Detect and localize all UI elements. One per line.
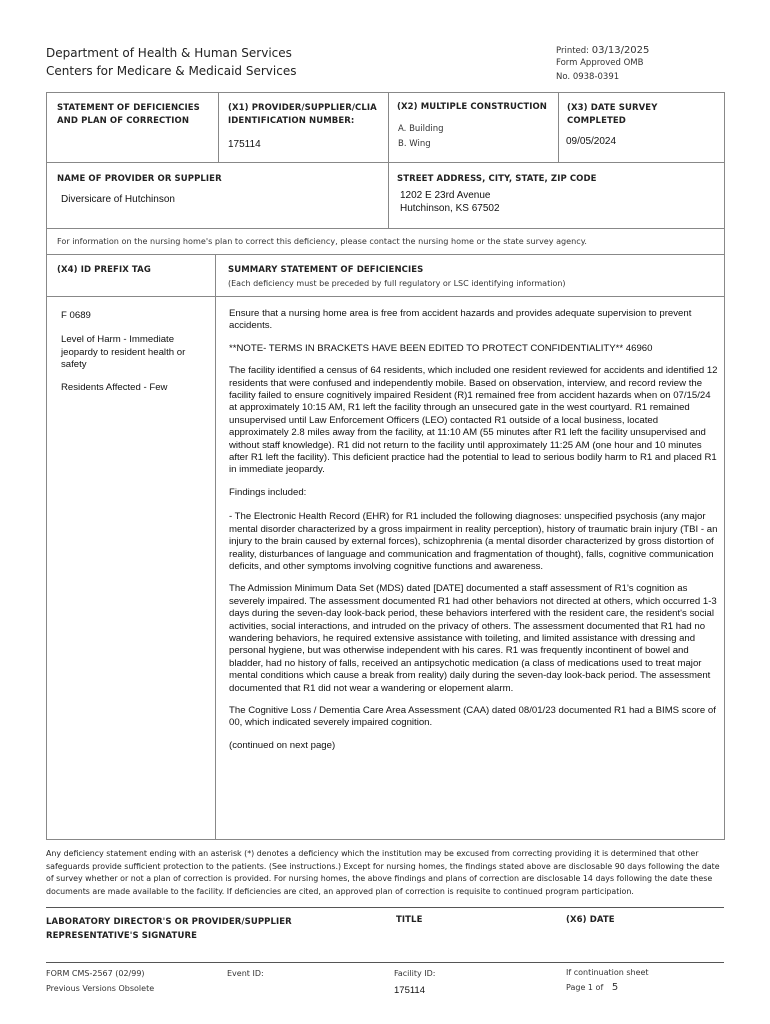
omb-number: No. 0938-0391 <box>556 72 620 82</box>
printed-label-text: Printed: <box>556 46 590 56</box>
continuation-label: If continuation sheet <box>566 968 649 977</box>
x3-label: (X3) DATE SURVEY COMPLETED <box>567 103 658 126</box>
summary-body <box>229 308 719 762</box>
facility-id-value: 175114 <box>394 985 425 996</box>
divider-x2 <box>388 92 389 228</box>
divider-x1 <box>218 92 219 162</box>
signature-label-2: REPRESENTATIVE'S SIGNATURE <box>46 931 198 941</box>
paragraph: The Cognitive Loss / Dementia Care Area Assessment (CAA) dated 08/01/23 documented R1 had a BIMS score of 00, which indicated severely impaired cognition. <box>229 704 716 729</box>
x1-label: (X1) PROVIDER/SUPPLIER/CLIA IDENTIFICATION NUMBER: <box>228 103 377 126</box>
rule-4 <box>46 296 724 297</box>
paragraph: (continued on next page) <box>229 739 336 751</box>
level-of-harm: Level of Harm - Immediate jeopardy to resident health or safety <box>61 334 186 371</box>
rule-3 <box>46 254 724 255</box>
printed-label <box>556 45 649 56</box>
rule-2 <box>46 228 724 229</box>
paragraph: The facility identified a census of 64 residents, which included one resident reviewed for accidents and identified 12 residents that were confused and independently mobile. Based on observation, interview, and record review the facility failed to ensure cognitively impaired Resident (R)1 remained free from accident hazards when on 07/15/24 at approximately 10:15 AM, R1 left the facility through an unsecured gate in the west courtyard. R1 remained unsupervised until Law Enforcement Officers (LEO) contacted R1 outside of a local business, located approximately 2.8 miles away from the facility, at 11:10 AM (55 minutes after R1 left the facility unsupervised and without staff knowledge). R1 did not return to the facility until approximately 11:25 AM (one hour and 10 minutes after R1 left the facility). This deficient practice had the potential to lead to serious bodily harm to R1 and placed R1 in immediate jeopardy. <box>229 365 718 476</box>
provider-value: Diversicare of Hutchinson <box>61 194 175 205</box>
x2-building: A. Building <box>398 124 444 134</box>
x1-value: 175114 <box>228 139 261 150</box>
x2-wing: B. Wing <box>398 139 431 149</box>
paragraph: Findings included: <box>229 486 307 498</box>
left-border <box>46 92 47 839</box>
residents-affected: Residents Affected - Few <box>61 381 168 393</box>
event-id-label: Event ID: <box>227 969 264 978</box>
x2-label: (X2) MULTIPLE CONSTRUCTION <box>397 102 548 112</box>
summary-sub: (Each deficiency must be preceded by full regulatory or LSC identifying information) <box>228 279 566 288</box>
right-border <box>724 92 725 839</box>
paragraph: **NOTE- TERMS IN BRACKETS HAVE BEEN EDITED TO PROTECT CONFIDENTIALITY** 46960 <box>229 342 653 354</box>
paragraph: The Admission Minimum Data Set (MDS) dated [DATE] documented a staff assessment of R1's cognition as severely impaired. The assessment documented R1 had other behaviors not directed at others, which occurred 1-3 days during the seven-day look-back period, these behaviors interfered with the resident care, the resident's social activities, social interactions, and intruded on the privacy of others. The assessment documented that R1 had no wandering behaviors, he required extensive assistance with toileting, and limited assistance with dressing and personal hygiene, but was otherwise independent with his cares. R1 was frequently incontinent of bowel and bladder, had no history of falls, received an antipsychotic medication (a class of medications used to treat major mental conditions which cause a break from reality) daily during the seven-day look-back period. The assessment documented that R1 did not wear a wandering or elopement alarm. <box>229 583 717 694</box>
centers-title: Centers for Medicare & Medicaid Services <box>46 64 297 78</box>
summary-label: SUMMARY STATEMENT OF DEFICIENCIES <box>228 265 424 275</box>
previous-versions: Previous Versions Obsolete <box>46 984 155 993</box>
left-column <box>61 310 206 404</box>
paragraph: Ensure that a nursing home area is free from accident hazards and provides adequate supervision to prevent accidents. <box>229 308 692 332</box>
address-line1: 1202 E 23rd Avenue <box>400 190 491 201</box>
date-label: (X6) DATE <box>566 915 615 925</box>
form-approved: Form Approved OMB <box>556 58 644 68</box>
page-total: 5 <box>611 982 619 993</box>
rule-1 <box>46 162 724 163</box>
divider-x3 <box>558 92 559 162</box>
provider-label: NAME OF PROVIDER OR SUPPLIER <box>57 174 222 184</box>
form-number: FORM CMS-2567 (02/99) <box>46 969 145 978</box>
sig-rule <box>46 907 724 908</box>
form-rule <box>46 962 724 963</box>
tag-value: F 0689 <box>61 310 91 321</box>
facility-id-label: Facility ID: <box>394 969 436 978</box>
title-label: TITLE <box>396 915 423 925</box>
signature-label-1: LABORATORY DIRECTOR'S OR PROVIDER/SUPPLIER <box>46 917 292 927</box>
statement-label: STATEMENT OF DEFICIENCIES AND PLAN OF CORRECTION <box>57 103 200 126</box>
x4-label: (X4) ID PREFIX TAG <box>57 265 151 275</box>
signature-label <box>46 915 292 943</box>
paragraph: - The Electronic Health Record (EHR) for R1 included the following diagnoses: unspecified psychosis (any major mental disorder characterized by a gross impairment in reality perception), history of traumatic brain injury (TBI - an injury to the brain caused by external forces), schizophrenia (a mental disorder characterized by gross distortion of reality, disturbances of language and communication and fragmentation of thought), falls, cognitive communication deficits, and other symptoms involving cognitive functions and awareness. <box>229 511 718 572</box>
divider-tag <box>215 254 216 839</box>
top-rule <box>46 92 724 93</box>
x3-value: 09/05/2024 <box>566 136 617 147</box>
page-label: Page 1 of <box>566 983 604 992</box>
info-note: For information on the nursing home's plan to correct this deficiency, please contact the nursing home or the state survey agency. <box>57 236 587 246</box>
rule-bottom <box>46 839 725 840</box>
disclaimer: Any deficiency statement ending with an asterisk (*) denotes a deficiency which the institution may be excused from correcting providing it is determined that other safeguards provide sufficient protection to the patients. (See instructions.) Except for nursing homes, the findings stated above are disclosable 90 days following the date of survey whether or not a plan of correction is provided. For nursing homes, the above findings and plans of correction are disclosable 14 days following the date these documents are made available to the facility. If deficiencies are cited, an approved plan of correction is requisite to continued program participation. <box>46 849 720 896</box>
page-indicator <box>566 982 618 993</box>
printed-date: 03/13/2025 <box>591 45 650 56</box>
department-title: Department of Health & Human Services <box>46 46 292 60</box>
address-label: STREET ADDRESS, CITY, STATE, ZIP CODE <box>397 174 597 184</box>
address-line2: Hutchinson, KS 67502 <box>400 203 500 214</box>
